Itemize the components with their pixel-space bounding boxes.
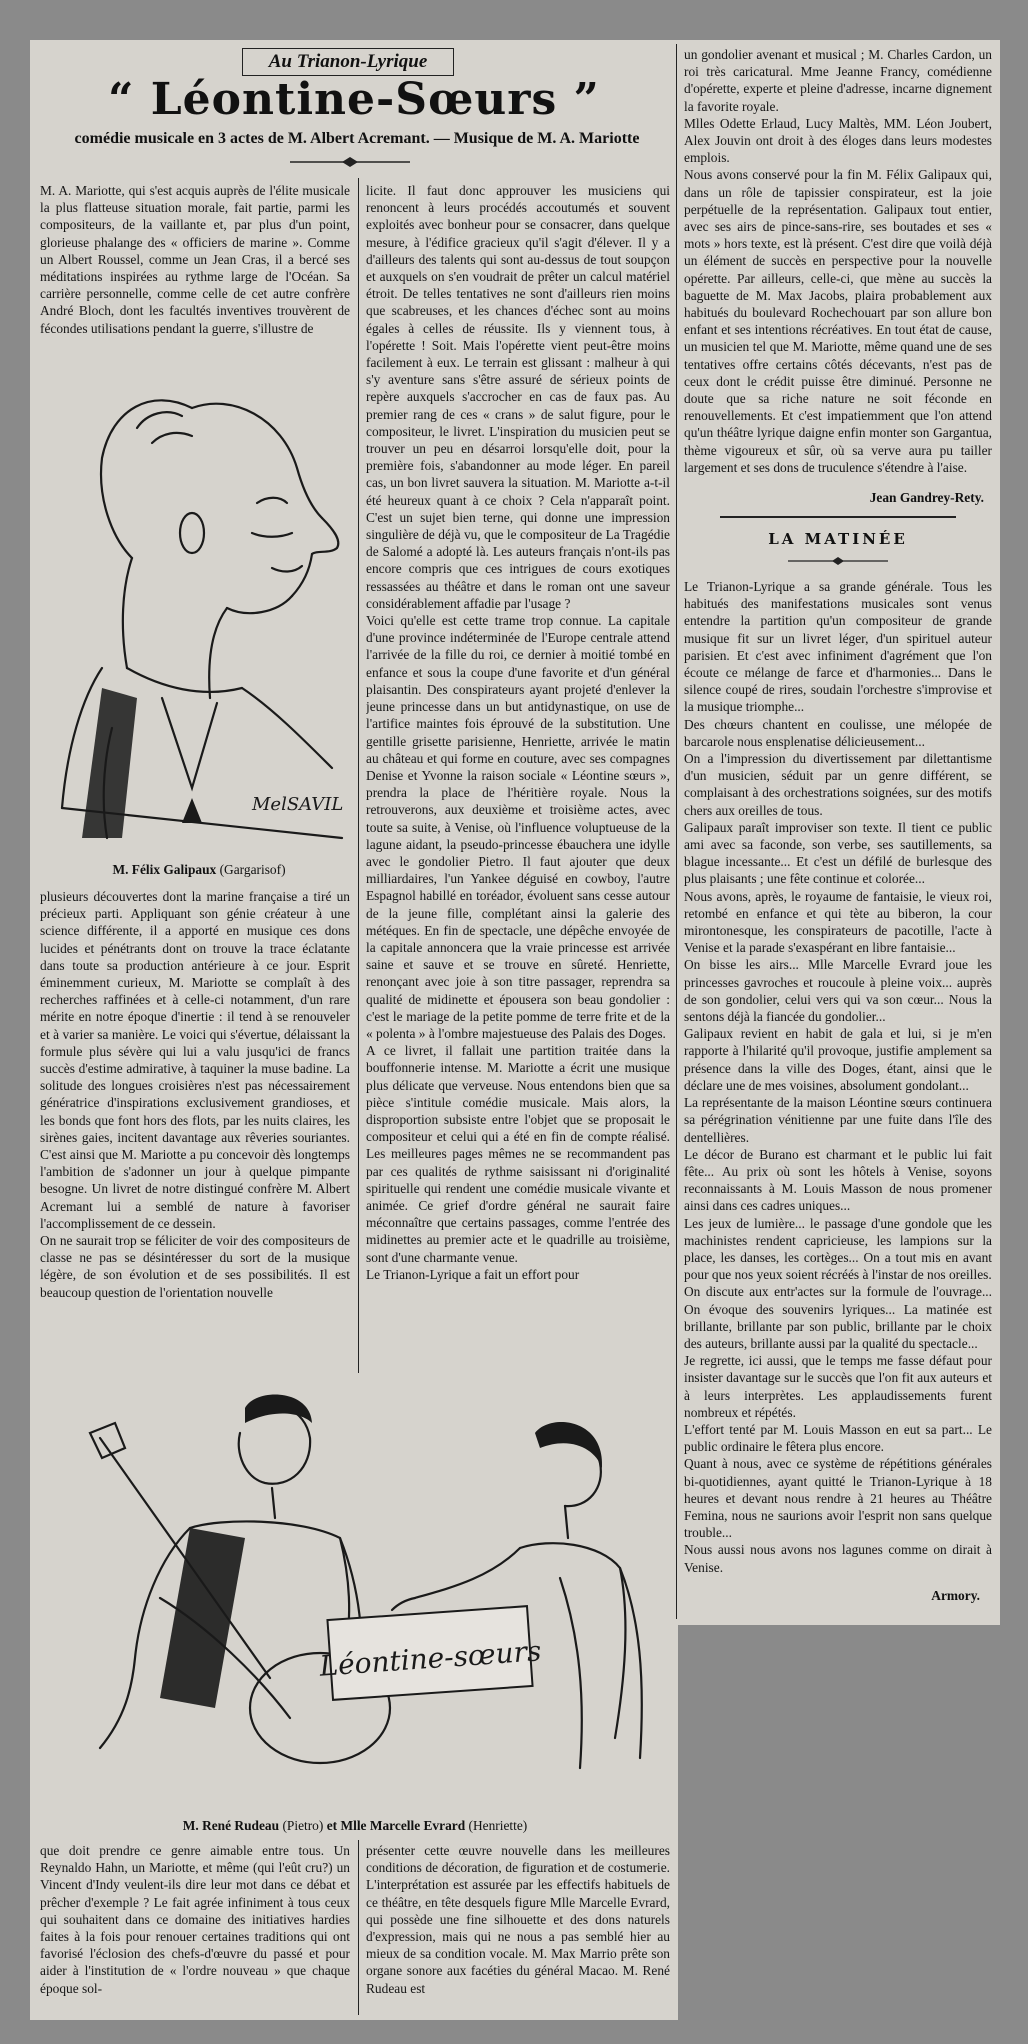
shop-sign-text: Léontine-sœurs <box>318 1634 543 1683</box>
bottom-col2-text: présenter cette œuvre nouvelle dans les meilleures conditions de décoration, de figuration et de costumerie. L'interprétation est assurée par les effectifs habituels de ce théâtre, en tête desquels figure Mlle Marcelle Evrard, qui possède une fine silhouette et des dons naturels d'expression, mais qui ne nous a pas semblé hier au mieux de sa condition vocale. M. Max Marrio prête son organe sonore aux facéties du général Macao. M. René Rudeau est <box>366 1843 670 1996</box>
article-subtitle: comédie musicale en 3 actes de M. Albert Acremant. — Musique de M. A. Mariotte <box>74 130 640 147</box>
title-ornament-icon <box>290 156 410 168</box>
caption-name-2: Mlle Marcelle Evrard <box>340 1818 466 1833</box>
caption-name: M. Félix Galipaux <box>112 862 217 877</box>
matinee-text: Le Trianon-Lyrique a sa grande générale. Tous les habitués des manifestations musicales sont venus entendre la partition qu'un compositeur de grande musique fit sur un livret léger, d'un spirituel auteur parisien. Et c'est avec infiniment d'agrément que l'on écoute ce mélange de farce et d'harmonies... Dans le silence coupé de rires, soudain l'orchestre s'improvise et la musique triomphe... Des chœurs chantent en coulisse, une mélopée de barcarole nous ensplenatise délicieusement... On a l'impression du divertissement par dilettantisme d'un musicien, séduit par un genre différent, se complaisant à des orchestrations soignées, sur des motifs chers aux oreilles de tous. Galipaux paraît improviser son texte. Il tient ce public ami avec sa faconde, son verbe, ses sautillements, sa blague incessante... Et c'est un défilé de burlesque des plus plaisants ; une fête continue et colorée... Nous avons, après, le royaume de fantaisie, le vieux roi, retombé en enfance et qui tète au biberon, la cour mirontonesque, les conspirateurs de pacotille, l'acte à Venise et la parade s'exaspérant en libre fantaisie... On bisse les airs... Mlle Marcelle Evrard joue les princesses gavroches et roucoule à pleine voix... auprès de son gondolier, celui vers qui va son cœur... Nous la sentons déjà la fiancée du gondolier... Galipaux revient en habit de gala et lui, si je m'en rapporte à l'hilarité qu'il provoque, justifie amplement sa présence dans la ville des Doges, étant, ainsi que le déclare une de mes voisines, absolument gondolant... La représentante de la maison Léontine sœurs continuera sa pérégrination vénitienne par une fuite dans l'île des dentellières. Le décor de Burano est charmant et le public lui fait fête... Au prix où sont les hôtels à Venise, soyons reconnaissants à M. Louis Masson de nous promener ainsi dans ces cadres uniques... Les jeux de lumière... le passage d'une gondole que les machinistes rendent capricieuse, les lampions sur la place, les danses, les cortèges... On a tout mis en avant pour que nos yeux soient récréés à l'instar de nos oreilles. On discute aux entr'actes sur la formule de l'ouvrage... On évoque des souvenirs lyriques... La matinée est brillante, brillante par son public, brillante par le choix des auteurs, brillante aussi par la qualité du spectacle... Je regrette, ici aussi, que le temps me fasse défaut pour insister davantage sur le succès que l'on fit aux auteurs et à leurs interprètes. Les applaudissements furent nombreux et répétés. L'effort tenté par M. Louis Masson en eut sa part... Le public ordinaire le fêtera plus encore. Quant à nous, avec ce système de répétitions générales bi-quotidiennes, ayant quitté le Trianon-Lyrique à 18 heures et devant nous rendre à 21 heures au Théâtre Femina, nous ne saurions avoir l'esprit non sans quelque trouble... Nous aussi nous avons nos lagunes comme on dirait à Venise. <box>684 579 992 1575</box>
col3-signature: Jean Gandrey-Rety. <box>869 490 984 505</box>
col2-text: licite. Il faut donc approuver les musiciens qui renoncent à leurs procédés accoutumés et souvent exploités avec bonheur pour se consacrer, dans quelque mesure, à l'édifice gracieux qu'il s'agit d'élever. Il y a d'ailleurs des talents qui sont au-dessus de tout soupçon et auxquels on s'en voudrait de prêter un calcul matériel étroit. De telles tentatives ne sont d'ailleurs rien moins que scabreuses, et les chances d'échec sont au moins égales à celles de réussite. Ils y viennent tous, à l'opérette ! Soit. Mais l'opérette vient peut-être moins facilement à eux. Le terrain est glissant : malheur à qui s'y aventure sans s'être assuré de sérieux points de repère auxquels s'accrocher en cas de faux pas. Au premier rang de ces « crans » de salut figure, pour le compositeur, le livret. L'inspiration du musicien peut se trouver un peu en désarroi lorsqu'elle doit, pour la première fois, s'abandonner au mode léger. En pareil cas, un bon livret sauvera la situation. M. Mariotte a-t-il été heureux quant à ce choix ? Cela n'apparaît point. C'est un sujet bien terne, qui donne une impression singulière de déjà vu, que le compositeur de La Tragédie de Salomé a adopté là. Les auteurs français n'ont-ils pas encore compris que ces intrigues de cours exotiques ressassées au théâtre et dans le roman ont une saveur considérablement affadie par l'usage ? Voici qu'elle est cette trame trop connue. La capitale d'une province indéterminée de l'Europe centrale attend l'arrivée de la fille du roi, ce dernier à moitié tombé en enfance et sous la coupe d'une favorite et d'un général plaisantin. Des conspirateurs ayant projeté d'enlever la jeune princesse dans un but antidynastique, on use de l'artifice maintes fois éprouvé de la substitution. Une gentille grisette parisienne, Henriette, arrivée le matin au château et qui forme en couture, avec ses compagnes Denise et Yvonne la raison sociale « Léontine sœurs », prendra la place de l'héritière royale. Nous la retrouverons, aux deuxième et troisième actes, avec toute sa suite, à Venise, où l'influence voluptueuse de la lagune aidant, la pseudo-princesse ébauchera une idylle avec le gondolier Pietro. Il faut ajouter que deux milliardaires, l'un Yankee déguisé en cowboy, l'autre Espagnol habillé en toréador, évoluent sans cesse autour de la jeune fille, complétant ainsi la galerie des météques. En fin de spectacle, une dépêche envoyée de la capitale annoncera que la vraie princesse est arrivée saine et sauve et se trouve en sûreté. Henriette, renonçant avec joie à son titre passager, reprendra sa qualité de midinette et épousera son beau gondolier : c'est le mariage de la petite pomme de terre frite et de la « polenta » à l'ombre majestueuse des Palais des Doges. A ce livret, il fallait une partition traitée dans la bouffonnerie intense. M. Mariotte a écrit une musique plus délicate que verveuse. Nous entendons bien que sa pièce s'intitule comédie musicale. Mais alors, la disproportion subsiste entre l'objet que se proposait le compositeur et celui qui a été en fin de compte réalisé. Les meilleures pages mêmes ne se recommandent pas par ces qualités de rythme saisissant ni d'originalité spirituelle qui rendent une comédie musicale vivante et animée. Ce grief d'ordre général ne saurait faire méconnaître que certains passages, comme l'entrée des midinettes au premier acte et le quadrille au troisième, sont d'une charmante venue. Le Trianon-Lyrique a fait un effort pour <box>366 183 670 1282</box>
section-ornament-icon <box>788 556 888 566</box>
col1-top-text: M. A. Mariotte, qui s'est acquis auprès de l'élite musicale la plus flatteuse situation morale, fait partie, parmi les compositeurs, de la vaillante et, par plus d'un point, glorieuse phalange des « officiers de marine ». Comme un Albert Roussel, comme un Jean Cras, il a bercé ses méditations inspirées au rythme large de l'Océan. Sa carrière personnelle, comme celle de cet autre confrère André Bloch, dont les facultés inventives trouvèrent de fécondes utilisations pendant la guerre, s'illustre de <box>40 183 350 336</box>
bottom-col1-text: que doit prendre ce genre aimable entre tous. Un Reynaldo Hahn, un Mariotte, et même (qui l'eût cru?) un Vincent d'Indy veulent-ils dire leur mot dans ce débat et prêcher d'exemple ? Le fait agrée infiniment à tous ceux qui souhaitent dans ce domaine des initiatives hardies faites à la fois pour renouer certaines traditions qui ont favorisé l'éclosion des chefs-d'œuvre du passé et pour aider à l'institution de « l'ordre nouveau » que chaque époque sol- <box>40 1843 350 1996</box>
shop-sign <box>317 1606 542 1700</box>
caption-conjunction: et <box>326 1818 338 1833</box>
rudeau-evrard-illustration <box>40 1378 670 1808</box>
col3-text: un gondolier avenant et musical ; M. Charles Cardon, un roi très caricatural. Mme Jeanne Francy, comédienne d'opérette, experte et pleine d'adresse, incarne dignement la favorite royale. Mlles Odette Erlaud, Lucy Maltès, MM. Léon Joubert, Alex Jouvin ont droit à des éloges dans leurs modestes emplois. Nous avons conservé pour la fin M. Félix Galipaux qui, dans un rôle de tapissier conspirateur, est la joie perpétuelle de la représentation. Galipaux tout entier, avec ses airs de pince-sans-rire, ses boutades et ses « mots » hors texte, est là présent. C'est dire que voilà déjà un élément de succès en perspective pour la nouvelle opérette. Par ailleurs, celle-ci, que mène au succès la baguette de M. Max Jacobs, plaira probablement aux habitués du boulevard Rochechouart par son allure bon enfant et ses intentions récréatives. En tout état de cause, un musicien tel que M. Mariotte, même quand une de ses tentatives offre certains côtés décevants, n'est pas de ceux dont le crédit puisse être diminué. Personne ne doute que sa riche nature ne soit féconde en renouvellements. Et c'est impatiemment que l'on attend qu'un théâtre lyrique daigne enfin monter son Gargantua, thème vigoureux et sûr, où sa verve aura pu tailler largement et ses dons de truculence s'étendre à l'aise. <box>684 47 992 475</box>
caption-name-1: M. René Rudeau <box>182 1818 280 1833</box>
galipaux-caption <box>40 862 358 878</box>
col1-bottom-text: plusieurs découvertes dont la marine française a tiré un précieux parti. Appliquant son génie créateur à une science différente, il a apporté en musique ces dons lucides et pénétrants dont on trouve la trace éclatante dans toute sa production antérieure à ce jour. Esprit éminemment curieux, M. Mariotte se complaît à des recherches raffinées et à celle-ci notamment, d'un rare mérite en notre époque d'inertie : il tend à se renouveler et à varier sa manière. Le voici qui s'évertue, délaissant la formule plus sévère qui lui a valu jusqu'ici de francs succès d'estime admirative, à taquiner la muse badine. La solitude des longues croisières n'est pas nécessairement génératrice d'inspirations exclusivement grandioses, et les bonds que font hors des flots, par les nuits claires, les sirènes gaies, incitent davantage aux rêveries souriantes. C'est ainsi que M. Mariotte a pu concevoir dès longtemps l'ambition de s'adonner un jour à quelque pimpante besogne. Un livret de notre distingué confrère M. Albert Acremant lui a semblé de nature à favoriser l'accomplissement de ce dessein. On ne saurait trop se féliciter de voir des compositeurs de classe ne pas se désintéresser du sort de la musique légère, de son évolution et de ses possibilités. Il est beaucoup question de l'orientation nouvelle <box>40 889 350 1300</box>
artist-signature: MelSAVIL <box>252 794 344 815</box>
column-rule-2 <box>676 44 677 1619</box>
matinee-signature: Armory. <box>931 1588 980 1603</box>
matinee-section-title: LA MATINÉE <box>768 530 908 548</box>
article-title: “ Léontine-Sœurs ” <box>108 74 600 125</box>
caption-role: (Gargarisof) <box>219 862 286 877</box>
rubric-heading: Au Trianon-Lyrique <box>242 48 454 76</box>
column-rule-1 <box>358 178 359 1373</box>
caption-role-1: (Pietro) <box>282 1818 324 1833</box>
section-rule-top <box>720 516 956 518</box>
caption-role-2: (Henriette) <box>468 1818 528 1833</box>
rudeau-evrard-caption <box>40 1818 670 1834</box>
column-rule-bottom <box>358 1840 359 2015</box>
galipaux-caricature-illustration <box>42 368 352 848</box>
